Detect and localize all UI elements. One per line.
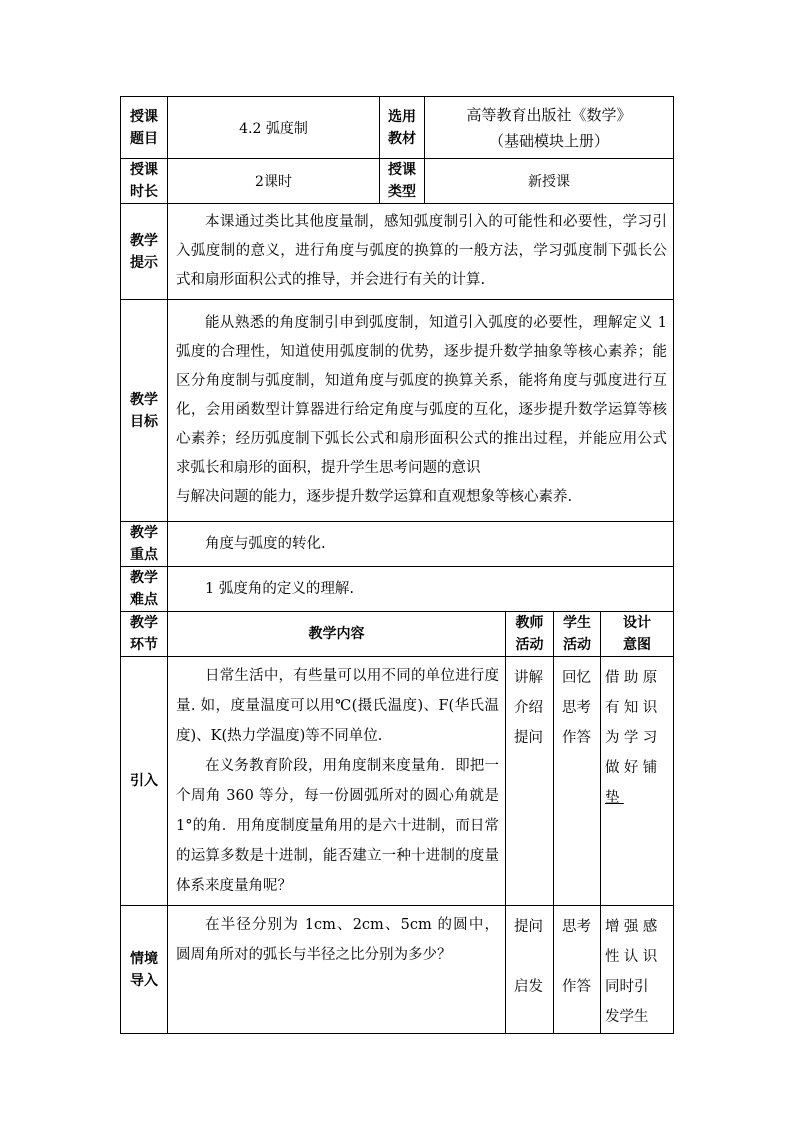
header-row-topic (121, 97, 674, 159)
type-value: 新授课 (425, 159, 674, 204)
hint-label: 教学 提示 (121, 204, 168, 300)
intro-student: 回忆 思考 作答 (554, 657, 601, 906)
situation-stage: 情境 导入 (121, 906, 168, 1034)
situation-design: 增强感 性认识 同时引 发学生 (601, 906, 674, 1034)
textbook-value: 高等教育出版社《数学》 （基础模块上册） (425, 97, 674, 159)
col-student: 学生 活动 (554, 612, 601, 657)
difficulty-label: 教学 难点 (121, 567, 168, 612)
column-header-row (121, 612, 674, 657)
type-label: 授课 类型 (380, 159, 425, 204)
col-stage: 教学 环节 (121, 612, 168, 657)
intro-row (121, 657, 674, 906)
intro-design: 借助原 有知识 为学习 做好铺 垫 (601, 657, 674, 906)
header-row-duration (121, 159, 674, 204)
lesson-plan (120, 96, 673, 1034)
key-label: 教学 重点 (121, 522, 168, 567)
textbook-label: 选用 教材 (380, 97, 425, 159)
hint-row (121, 204, 674, 300)
duration-value: 2课时 (168, 159, 380, 204)
goal-text: 能从熟悉的角度制引申到弧度制，知道引入弧度的必要性，理解定义 1 弧度的合理性，知道使用弧度制的优势，逐步提升数学抽象等核心素养；能区分角度制与弧度制，知道角度与弧度的换算关系，能将角度与弧度进行互化，会用函数型计算器进行给定角度与弧度的互化，逐步提升数学运算等核心素养；经历弧度制下弧长公式和扇形面积公式的推出过程，并能应用公式求弧长和扇形的面积，提升学生思考问题的意识 与解决问题的能力，逐步提升数学运算和直观想象等核心素养. (168, 300, 674, 522)
situation-content: 在半径分别为 1cm、2cm、5cm 的圆中， 圆周角所对的弧长与半径之比分别为多少？ (168, 906, 506, 1034)
col-design: 设计 意图 (601, 612, 674, 657)
hint-text: 本课通过类比其他度量制，感知弧度制引入的可能性和必要性，学习引入弧度制的意义，进行角度与弧度的换算的一般方法，学习弧度制下弧长公式和扇形面积公式的推导，并会进行有关的计算. (168, 204, 674, 300)
key-text: 角度与弧度的转化. (168, 522, 674, 567)
difficulty-row (121, 567, 674, 612)
intro-stage: 引入 (121, 657, 168, 906)
difficulty-text: 1 弧度角的定义的理解. (168, 567, 674, 612)
lesson-plan-table (120, 96, 674, 1034)
intro-content: 日常生活中，有些量可以用不同的单位进行度量. 如，度量温度可以用℃(摄氏温度)、F(华氏温度)、K(热力学温度)等不同单位. 在义务教育阶段，用角度制来度量角．即把一个周角 360 等分，每一份圆弧所对的圆心角就是 1°的角．用角度制度量角用的是六十进制，而日常的运算多数是十进制，能否建立一种十进制的度量体系来度量角呢？ (168, 657, 506, 906)
duration-label: 授课 时长 (121, 159, 168, 204)
goal-label: 教学 目标 (121, 300, 168, 522)
goal-row (121, 300, 674, 522)
situation-teacher: 提问 启发 (506, 906, 554, 1034)
key-row (121, 522, 674, 567)
situation-row (121, 906, 674, 1034)
topic-label: 授课 题目 (121, 97, 168, 159)
col-content: 教学内容 (168, 612, 506, 657)
situation-student: 思考 作答 (554, 906, 601, 1034)
intro-teacher: 讲解 介绍 提问 (506, 657, 554, 906)
col-teacher: 教师 活动 (506, 612, 554, 657)
topic-value: 4.2 弧度制 (168, 97, 380, 159)
